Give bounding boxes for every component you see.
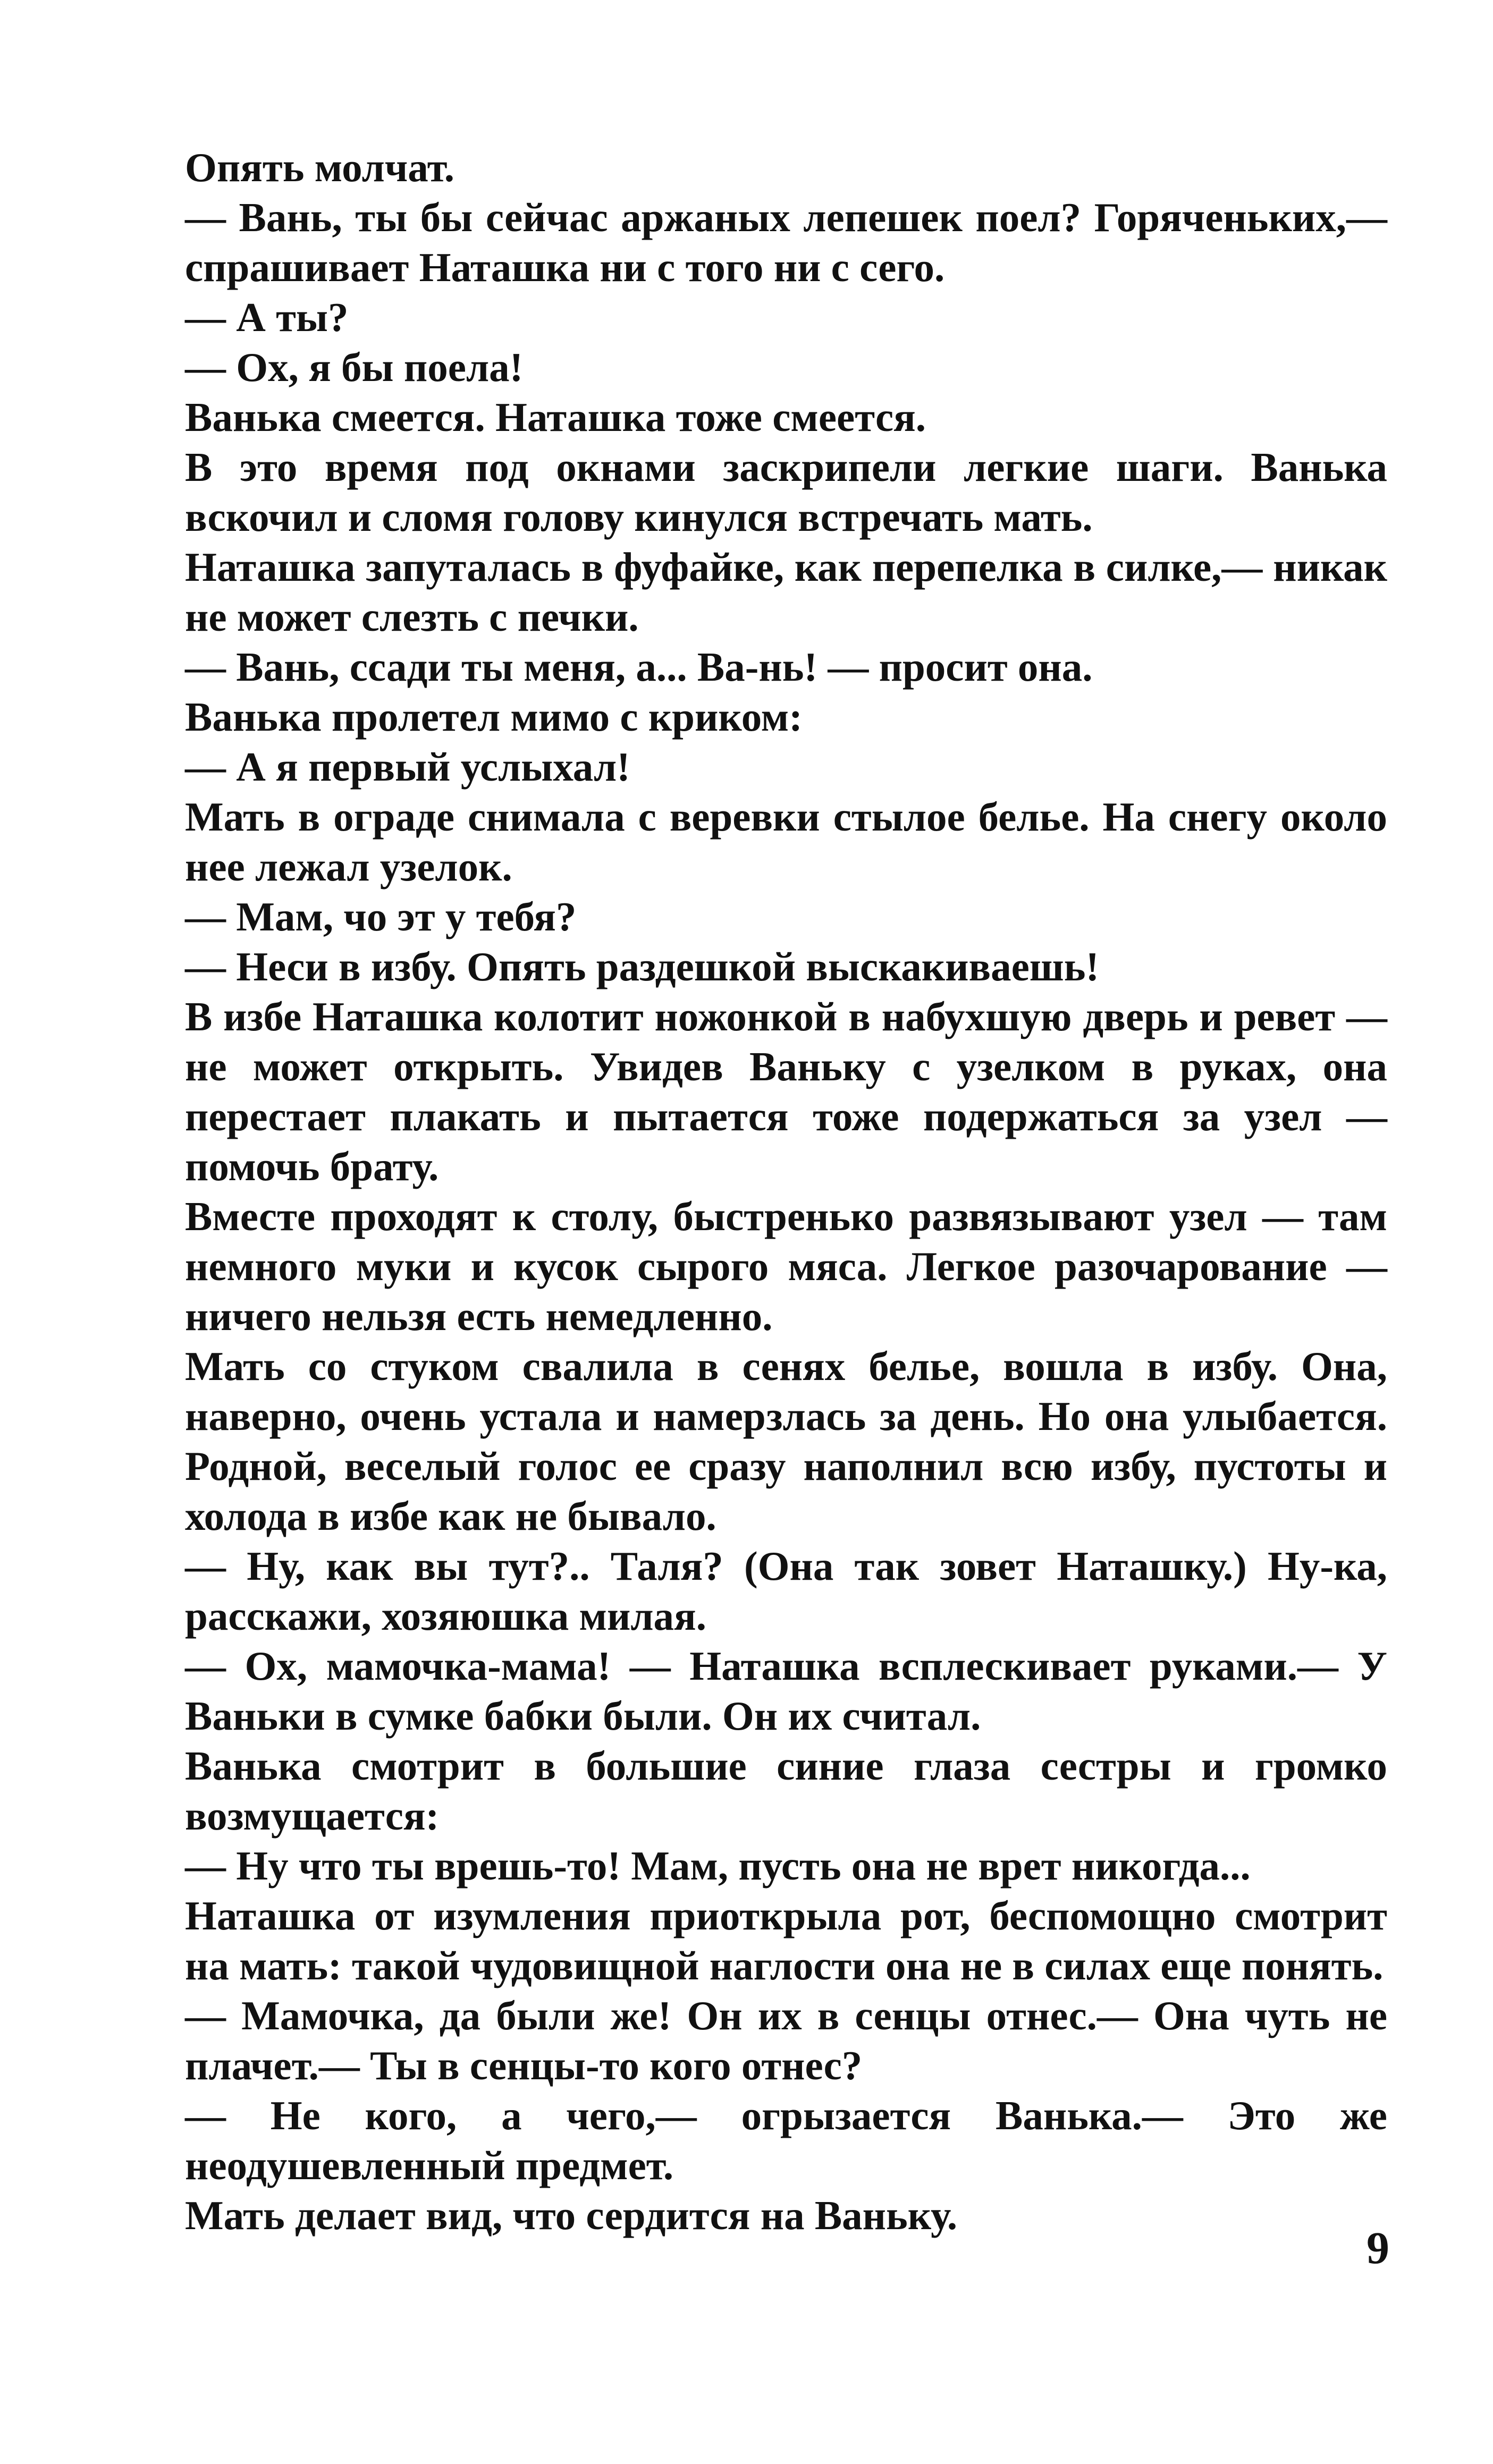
paragraph-11: Мать в ограде снимала с веревки стылое белье. На снегу около нее лежал узелок. — [185, 794, 1387, 890]
paragraph-15: Вместе проходят к столу, быстренько развязывают узел — там немного муки и кусок сырого мяса. Легкое разочарование — ничего нельзя есть немедленно. — [185, 1193, 1387, 1339]
paragraph-17: — Ну, как вы тут?.. Таля? (Она так зовет Наташку.) Ну-ка, расскажи, хозяюшка милая. — [185, 1543, 1387, 1639]
paragraph-24: Мать делает вид, что сердится на Ваньку. — [185, 2192, 958, 2238]
paragraph-12: — Мам, чо эт у тебя? — [185, 894, 577, 939]
paragraph-18: — Ох, мамочка-мама! — Наташка всплескивает руками.— У Ваньки в сумке бабки были. Он их считал. — [185, 1643, 1387, 1739]
paragraph-13: — Неси в избу. Опять раздешкой выскакиваешь! — [185, 944, 1100, 989]
paragraph-20: — Ну что ты врешь-то! Мам, пусть она не врет никогда... — [185, 1843, 1251, 1889]
paragraph-6: В это время под окнами заскрипели легкие шаги. Ванька вскочил и сломя голову кинулся встречать мать. — [185, 444, 1387, 540]
body-text — [185, 142, 1387, 2240]
paragraph-23: — Не кого, а чего,— огрызается Ванька.— Это же неодушевленный предмет. — [185, 2093, 1387, 2188]
page-number: 9 — [1367, 2222, 1389, 2273]
paragraph-4: — Ох, я бы поела! — [185, 344, 524, 390]
paragraph-22: — Мамочка, да были же! Он их в сенцы отнес.— Она чуть не плачет.— Ты в сенцы-то кого отнес? — [185, 1993, 1387, 2088]
paragraph-9: Ванька пролетел мимо с криком: — [185, 694, 803, 740]
paragraph-10: — А я первый услыхал! — [185, 744, 630, 790]
paragraph-16: Мать со стуком свалила в сенях белье, вошла в избу. Она, наверно, очень устала и намерзлась за день. Но она улыбается. Родной, веселый голос ее сразу наполнил всю избу, пустоты и холода в избе как не бывало. — [185, 1343, 1387, 1539]
paragraph-1: Опять молчат. — [185, 145, 455, 190]
paragraph-19: Ванька смотрит в большие синие глаза сестры и громко возмущается: — [185, 1743, 1387, 1839]
paragraph-5: Ванька смеется. Наташка тоже смеется. — [185, 394, 926, 440]
paragraph-7: Наташка запуталась в фуфайке, как перепелка в силке,— никак не может слезть с печки. — [185, 544, 1387, 640]
paragraph-8: — Вань, ссади ты меня, а... Ва-нь! — просит она. — [185, 644, 1093, 690]
paragraph-14: В избе Наташка колотит ножонкой в набухшую дверь и ревет — не может открыть. Увидев Ваньку с узелком в руках, она перестает плакать и пытается тоже подержаться за узел — помочь брату. — [185, 994, 1387, 1189]
paragraph-3: — А ты? — [185, 294, 349, 340]
paragraph-2: — Вань, ты бы сейчас аржаных лепешек поел? Горяченьких,— спрашивает Наташка ни с того ни с сего. — [185, 194, 1387, 290]
paragraph-21: Наташка от изумления приоткрыла рот, беспомощно смотрит на мать: такой чудовищной наглости она не в силах еще понять. — [185, 1893, 1387, 1988]
